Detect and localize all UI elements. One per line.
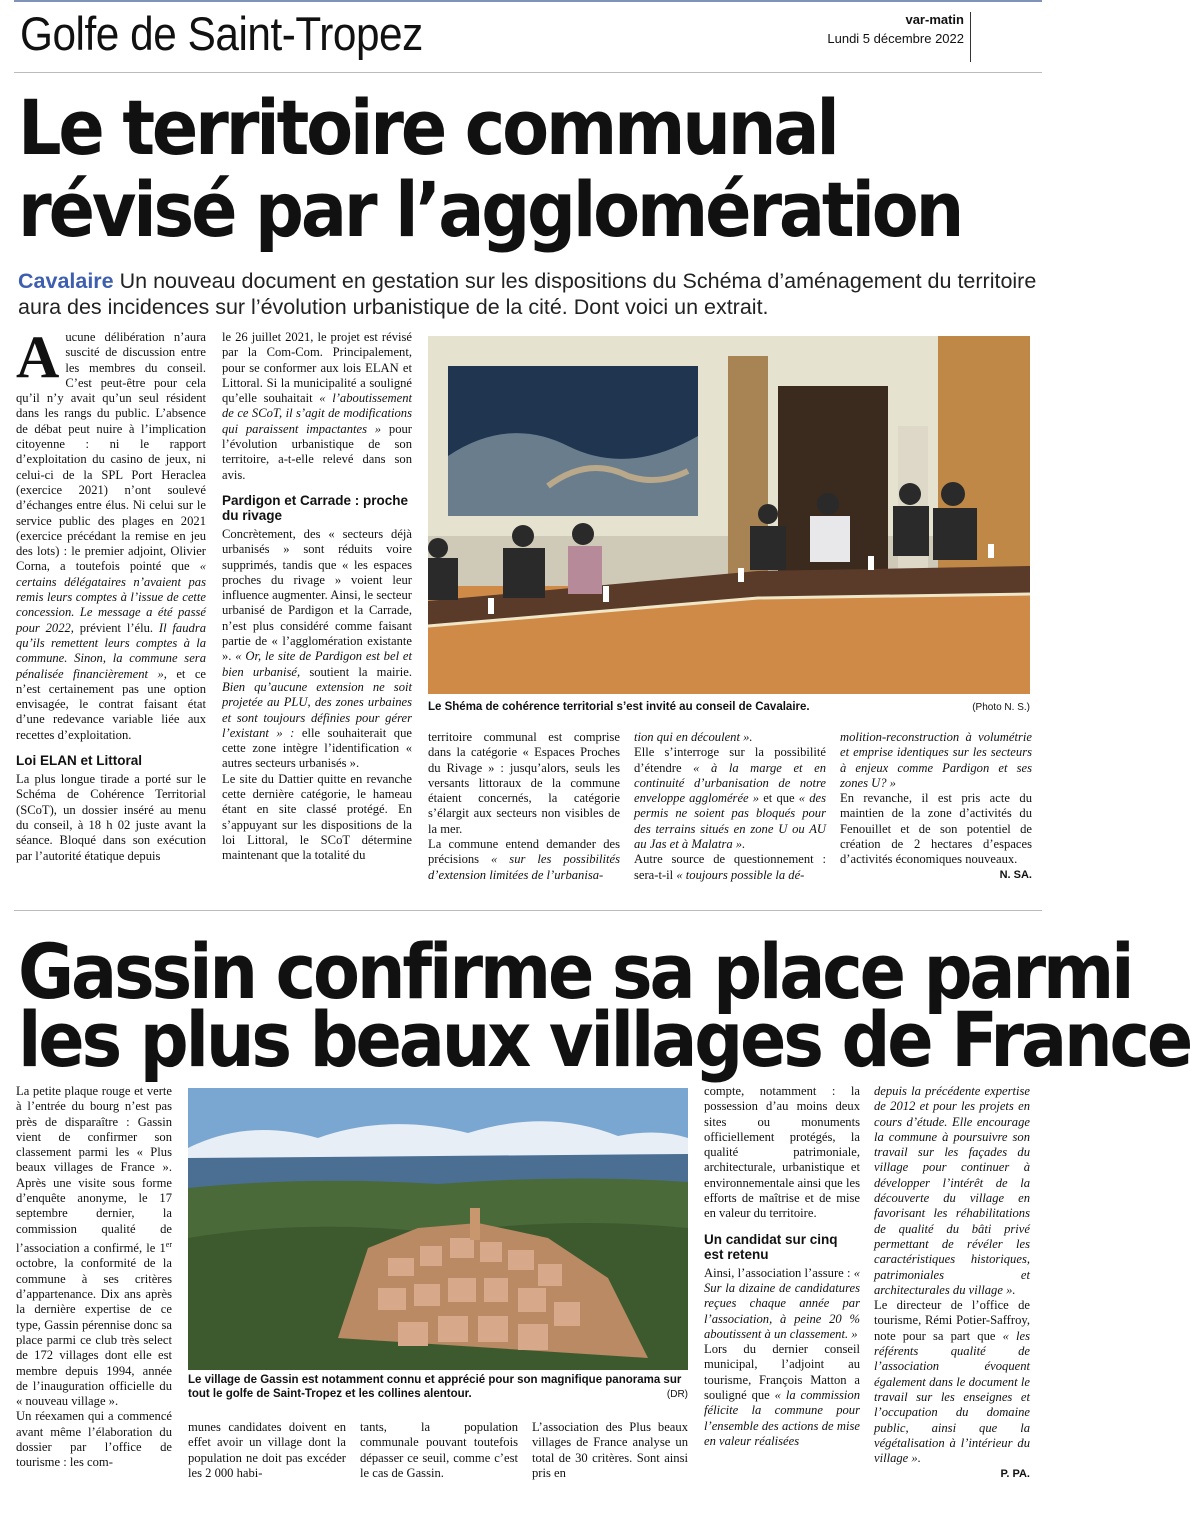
- article1-column-4: [634, 730, 826, 883]
- subheading-candidat: Un candidat sur cinq est retenu: [704, 1231, 838, 1262]
- article2-photo-caption: [188, 1373, 688, 1401]
- article1-photo-credit: (Photo N. S.): [972, 702, 1030, 713]
- council-meeting-photo: [428, 336, 1030, 694]
- quote: « les référents qualité de l’association évoquent également dans le document le travail sur les enseignes et l’occupation du domaine public, ainsi que la végétalisation à l’intérieur du village ».: [874, 1328, 1030, 1466]
- council-meeting-illustration: [428, 336, 1030, 694]
- quote: molition-reconstruction à volumétrie et emprise identiques sur les secteurs à enjeux comme Pardigon et ses zones U? »: [840, 730, 1032, 790]
- paragraph: et que: [763, 791, 795, 806]
- caption-text: Le village de Gassin est notamment connu et apprécié pour son magnifique panorama sur tout le golfe de Saint-Tropez et les collines alentour.: [188, 1374, 682, 1400]
- paragraph: le 26 juillet 2021, le projet est révisé par la Com-Com. Principalement, pour se conformer aux lois ELAN et Littoral. Si la municipalité a souligné qu’elle souhaitait: [222, 330, 412, 406]
- header-divider: [970, 12, 971, 62]
- paragraph: Autre source de questionnement : sera-t-il: [634, 852, 826, 882]
- paragraph: territoire communal est comprise dans la catégorie « Espaces Proches du Rivage » : jusqu’alors, seuls les versants littoraux de la commune étaient concernés, la catégorie s’élargit aux secteurs non visibles de la mer.: [428, 730, 620, 836]
- top-rule: [14, 0, 1042, 2]
- article1-title-line2: révisé par l’agglomération: [18, 165, 962, 254]
- paragraph: Lors du dernier conseil municipal, l’adjoint au tourisme, François Matton a souligné que: [704, 1342, 860, 1403]
- issue-date: Lundi 5 décembre 2022: [827, 31, 964, 46]
- quote: « à la marge et en continuité d’urbanisation de notre enveloppe agglomérée »: [634, 760, 826, 806]
- drop-cap: A: [16, 324, 60, 390]
- quote: depuis la précédente expertise de 2012 et pour les projets en cours d’étude. Elle encourage la commune à poursuivre son travail sur les façades du village pour continuer à développer l’intérêt de la découverte du village en favorisant les réhabilitations de qualité du bâti privé permettant de révéler les caractéristiques historiques, patrimoniales et architecturales du village ».: [874, 1084, 1030, 1297]
- paragraph: La plus longue tirade a porté sur le Schéma de Cohérence Territorial (SCoT), un dossier inséré au menu du conseil, à 18 h 02 juste avant la séance. Bloqué dans son exécution par l’autorité étatique depuis: [16, 772, 206, 863]
- paragraph: compte, notamment : la possession d’au moins deux sites ou monuments officiellement protégés, la qualité patrimoniale, architecturale, urbanistique et environnementale ainsi que les efforts de maîtrise et de mise en valeur du territoire.: [704, 1084, 860, 1221]
- superscript: er: [165, 1239, 172, 1249]
- paragraph: Le directeur de l’office de tourisme, Rémi Potier-Saffroy, note pour sa part que: [874, 1298, 1030, 1343]
- article1-photo-caption: [428, 700, 908, 714]
- paragraph: octobre, la conformité de la commune à ses critères d’appartenance. Dix ans après la dernière expertise de ce type, Gassin pérennise donc sa place parmi ce club très select de 172 villages dont elle est membre depuis 1994, année de l’inauguration officielle du « nouveau village ».: [16, 1256, 172, 1409]
- article1-column-5: [840, 730, 1032, 883]
- paragraph: L’association des Plus beaux villages de France analyse un total de 30 critères. Sont ainsi pris en: [532, 1420, 688, 1480]
- paragraph: Le site du Dattier quitte en revanche cette dernière catégorie, le hameau étant en site classé protégé. En s’appuyant sur les dispositions de la loi Littoral, le SCoT détermine maintenant que la totalité du: [222, 771, 412, 863]
- article2-signature: P. PA.: [1000, 1468, 1030, 1480]
- gassin-village-photo: [188, 1088, 688, 1370]
- article1-column-3: [428, 730, 620, 883]
- article2-column-3: [704, 1084, 860, 1449]
- paper-name: var-matin: [905, 12, 964, 27]
- article-separator: [14, 910, 1042, 911]
- paragraph: munes candidates doivent en effet avoir un village dont la population ne doit pas excéder les 2 000 habi-: [188, 1420, 346, 1480]
- quote: « la commission félicite la commune pour l’ensemble des actions de mise en valeur réalisées: [704, 1388, 860, 1448]
- paragraph: prévient l’élu.: [79, 620, 154, 635]
- paragraph: elle souhaiterait que cette zone intègre l’identification « autres secteurs urbanisés ».: [222, 725, 412, 771]
- paper-masthead: [827, 10, 964, 48]
- article1-signature: N. SA.: [999, 868, 1032, 881]
- paragraph: et ce n’est certainement pas une option envisagée, le contrat faisant état d’une redevance variable liée aux recettes d’exploitation.: [16, 666, 207, 742]
- paragraph: tants, la population communale pouvant toutefois dépasser ce seuil, comme c’est le cas de Gassin.: [360, 1420, 518, 1480]
- paragraph: Elle s’interroge sur la possibilité d’étendre: [634, 745, 826, 775]
- quote: tion qui en découlent ».: [634, 730, 753, 744]
- paragraph: Ainsi, l’association l’assure :: [704, 1265, 851, 1280]
- gassin-village-illustration: [188, 1088, 688, 1370]
- paragraph: ucune délibération n’aura suscité de discussion entre les membres du conseil. C’est peut-être pour cela qu’il n’y avait qu’un seul résident dans les rangs du public. L’absence de débat peut nuire à l’implication citoyenne : ni le rapport d’exploitation du casino de jeux, ni celui-ci de la SPL Port Heraclea (exercice 2021) n’ont soulevé d’échanges entre élus. Ni celui sur le service public des plages en 2021 (exercice précédant la remise en jeu des lots) : le premier adjoint, Olivier Corna, a toutefois pointé que: [16, 330, 206, 574]
- paragraph: La commune entend demander des précisions: [428, 837, 620, 867]
- section-title: Golfe de Saint-Tropez: [20, 7, 423, 60]
- article1-lead: [18, 268, 1048, 320]
- quote: Bien qu’aucune extension ne soit projetée au PLU, des zones urbaines et sont toujours définies pour gérer l’existant » :: [222, 679, 412, 740]
- quote: « certains délégataires n’avaient pas remis leurs comptes à l’issue de cette concession. Le message a été passé pour 2022,: [16, 559, 206, 635]
- article2-title-line1: Gassin confirme sa place parmi: [18, 927, 1132, 1016]
- quote: « Or, le site de Pardigon est bel et bien urbanisé,: [222, 649, 412, 679]
- quote: Il faudra qu’ils remettent leurs comptes à la commune. Sinon, la commune sera pénalisée financièrement »,: [16, 620, 207, 681]
- header-rule: [14, 72, 1042, 73]
- article2-photo-credit: (DR): [666, 1389, 688, 1400]
- article1-column-1: [16, 324, 207, 864]
- article2-column-1: [16, 1084, 172, 1471]
- paragraph: soutient la mairie.: [309, 664, 412, 679]
- subheading-loi-elan: Loi ELAN et Littoral: [16, 753, 142, 769]
- article2-column-4: [874, 1084, 1030, 1466]
- paragraph: Un réexamen qui a commencé avant même l’élaboration du dossier par l’office de tourisme : les com-: [16, 1409, 172, 1470]
- article2-column-2c: [532, 1420, 688, 1481]
- article1-title-line1: Le territoire communal: [18, 83, 837, 172]
- article2-title-line2: les plus beaux villages de France: [18, 995, 1190, 1084]
- paragraph: La petite plaque rouge et verte à l’entrée du bourg n’est pas près de disparaître : Gassin vient de confirmer son classement parmi les « Plus beaux villages de France ». Après une visite sous forme d’enquête anonyme, le 17 septembre dernier, la commission qualité de l’association a confirmé, le 1: [16, 1084, 172, 1256]
- caption-text: Le Shéma de cohérence territorial s’est invité au conseil de Cavalaire.: [428, 701, 810, 713]
- quote: « des permis ne soient pas bloqués pour des terrains situés en zone U ou AU au Jas et à Malatra ».: [634, 791, 827, 852]
- article1-column-2: [222, 330, 412, 864]
- quote: « toujours possible la dé-: [676, 867, 805, 882]
- article1-lead-text: Un nouveau document en gestation sur les dispositions du Schéma d’aménagement du territoire aura des incidences sur l’évolution urbanistique de la cité. Dont voici un extrait.: [18, 269, 1037, 319]
- paragraph: En revanche, il est pris acte du maintien de la zone d’activités du Fenouillet et de son potentiel de création de 2 hectares d’espaces d’activités économiques nouveaux.: [840, 791, 1032, 867]
- article1-kicker: Cavalaire: [18, 269, 114, 293]
- article2-column-2b: [360, 1420, 518, 1481]
- paragraph: pour l’évolution urbanistique de son territoire, a-t-elle relevé dans son avis.: [222, 421, 412, 482]
- subheading-pardigon: Pardigon et Carrade : proche du rivage: [222, 492, 409, 523]
- article2-column-2a: [188, 1420, 346, 1481]
- quote: « sur les possibilités d’extension limitées de l’urbanisa-: [428, 852, 620, 882]
- quote: « l’aboutissement de ce SCoT, il s’agit de modifications qui paraissent impactantes »: [222, 391, 412, 436]
- quote: « Sur la dizaine de candidatures reçues chaque année par l’association, à peine 20 % aboutissent à un classement. »: [704, 1265, 860, 1341]
- paragraph: Concrètement, des « secteurs déjà urbanisés » sont réduits voire supprimés, tandis que « les espaces proches du rivage » voient leur influence augmenter. Ainsi, le secteur urbanisé de Pardigon et la Carrade, n’est plus considéré comme faisant partie de « l’agglomération existante ».: [222, 526, 412, 664]
